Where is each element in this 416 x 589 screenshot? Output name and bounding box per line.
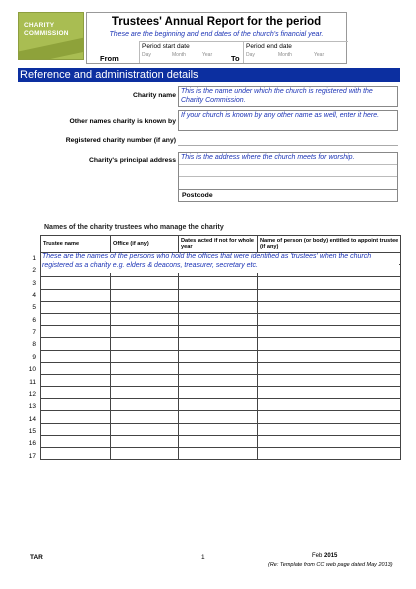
start-month-label: Month [172,52,186,58]
appointer-cell[interactable] [258,313,401,325]
dates-cell[interactable] [179,313,258,325]
office-cell[interactable] [111,374,179,386]
table-row [41,277,401,289]
dates-cell[interactable] [179,289,258,301]
appointer-cell[interactable] [258,326,401,338]
footer-page-number: 1 [201,554,205,561]
dates-cell[interactable] [179,338,258,350]
office-cell[interactable] [111,350,179,362]
trustee-name-cell[interactable] [41,387,111,399]
trustee-name-cell[interactable] [41,301,111,313]
appointer-cell[interactable] [258,277,401,289]
end-month-label: Month [278,52,292,58]
trustee-name-cell[interactable] [41,362,111,374]
trustee-name-cell[interactable] [41,350,111,362]
trustee-name-cell[interactable] [41,374,111,386]
trustee-name-cell[interactable] [41,289,111,301]
footer-date-month: Feb [312,553,323,559]
trustee-name-cell[interactable] [41,277,111,289]
start-day-label: Day [142,52,151,58]
row-number: 10 [28,366,36,374]
logo-text-line1: CHARITY [24,22,55,29]
start-year-label: Year [202,52,213,58]
row-number: 5 [32,304,36,312]
col-office: Office (if any) [111,236,179,253]
appointer-cell[interactable] [258,399,401,411]
table-row [41,338,401,350]
logo-text [24,22,69,37]
trustee-name-cell[interactable] [41,411,111,423]
appointer-cell[interactable] [258,301,401,313]
dates-cell[interactable] [179,399,258,411]
trustee-name-cell[interactable] [41,435,111,447]
dates-cell[interactable] [179,435,258,447]
trustees-section-title: Names of the charity trustees who manage the charity [44,224,224,231]
table-row [41,399,401,411]
row-number: 16 [28,440,36,448]
office-cell[interactable] [111,313,179,325]
from-label: From [100,54,119,63]
dates-cell[interactable] [179,326,258,338]
charity-commission-logo [18,12,84,60]
dates-cell[interactable] [179,277,258,289]
dates-cell[interactable] [179,362,258,374]
registered-number-label: Registered charity number (if any) [65,137,176,144]
address-line-divider [179,176,397,177]
office-cell[interactable] [111,326,179,338]
other-names-field[interactable] [178,110,398,131]
charity-name-hint: This is the name under which the church is registered with the Charity Commission. [181,88,373,104]
other-names-label: Other names charity is known by [69,118,176,125]
row-number: 13 [28,403,36,411]
table-row [41,289,401,301]
appointer-cell[interactable] [258,435,401,447]
table-row [41,387,401,399]
office-cell[interactable] [111,289,179,301]
other-names-hint: If your church is known by any other name as well, enter it here. [181,112,380,119]
row-number: 7 [32,329,36,337]
table-row [41,326,401,338]
period-start-label: Period start date [142,43,190,50]
table-row [41,301,401,313]
address-field[interactable] [178,152,398,202]
dates-cell[interactable] [179,448,258,460]
office-cell[interactable] [111,338,179,350]
row-number: 14 [28,415,36,423]
office-cell[interactable] [111,362,179,374]
table-row [41,313,401,325]
table-row [41,350,401,362]
trustee-name-cell[interactable] [41,448,111,460]
dates-cell[interactable] [179,411,258,423]
table-row [41,411,401,423]
appointer-cell[interactable] [258,411,401,423]
trustee-name-cell[interactable] [41,423,111,435]
appointer-cell[interactable] [258,362,401,374]
period-hint: These are the beginning and end dates of the church's financial year. [109,31,324,38]
end-day-label: Day [246,52,255,58]
report-header [86,12,347,64]
office-cell[interactable] [111,411,179,423]
address-line-divider [179,164,397,165]
row-number: 6 [32,316,36,324]
col-trustee-name: Trustee name [41,236,111,253]
office-cell[interactable] [111,387,179,399]
footer-date [312,553,337,559]
appointer-cell[interactable] [258,387,401,399]
appointer-cell[interactable] [258,338,401,350]
appointer-cell[interactable] [258,289,401,301]
table-row [41,374,401,386]
postcode-divider [179,189,397,190]
end-year-label: Year [314,52,325,58]
office-cell[interactable] [111,399,179,411]
dates-cell[interactable] [179,350,258,362]
section-title: Reference and administration details [18,68,400,82]
row-number: 11 [29,378,36,386]
logo-text-line2: COMMISSION [24,29,69,37]
charity-name-field[interactable] [178,86,398,107]
footer-date-year: 2015 [324,553,338,559]
trustee-name-cell[interactable] [41,338,111,350]
footer-template-note: (Re: Template from CC web page dated May 2013) [268,562,393,568]
appointer-cell[interactable] [258,448,401,460]
row-number: 1 [32,255,36,262]
row-number: 2 [32,267,36,275]
dates-cell[interactable] [179,387,258,399]
trustee-name-cell[interactable] [41,399,111,411]
table-row [41,423,401,435]
col-appointer: Name of person (or body) entitled to appoint trustee (if any) [258,236,401,253]
office-cell[interactable] [111,277,179,289]
postcode-label: Postcode [182,192,213,199]
appointer-cell[interactable] [258,374,401,386]
period-end-field[interactable] [243,41,348,63]
row-number: 17 [28,452,36,460]
row-number: 8 [32,341,36,349]
dates-cell[interactable] [179,374,258,386]
table-row [41,448,401,460]
address-label: Charity's principal address [89,157,176,164]
row-number: 3 [32,279,36,287]
page-title: Trustees' Annual Report for the period [111,16,322,28]
office-cell[interactable] [111,435,179,447]
trustee-name-cell[interactable] [41,326,111,338]
table-row [41,435,401,447]
trustee-name-cell[interactable] [41,313,111,325]
appointer-cell[interactable] [258,350,401,362]
row-number: 9 [32,353,36,361]
col-dates-acted: Dates acted if not for whole year [179,236,258,253]
row-number: 15 [28,427,36,435]
table-row [41,362,401,374]
office-cell[interactable] [111,448,179,460]
office-cell[interactable] [111,423,179,435]
trustees-hint: These are the names of the persons who hold the offices that were identified as 'trustees' when the church registered as a charity e.g. elders & deacons, treasurer, secretary etc. [41,253,399,273]
dates-cell[interactable] [179,423,258,435]
charity-name-label: Charity name [132,92,176,99]
table-header-row [41,236,401,253]
row-number: 12 [28,390,36,398]
period-start-field[interactable] [139,41,243,63]
office-cell[interactable] [111,301,179,313]
registered-number-field[interactable] [178,134,398,146]
appointer-cell[interactable] [258,423,401,435]
footer-form-code: TAR [30,554,43,561]
to-label: To [231,54,240,63]
period-end-label: Period end date [246,43,292,50]
row-number: 4 [32,292,36,300]
address-hint: This is the address where the church meets for worship. [181,154,355,161]
dates-cell[interactable] [179,301,258,313]
